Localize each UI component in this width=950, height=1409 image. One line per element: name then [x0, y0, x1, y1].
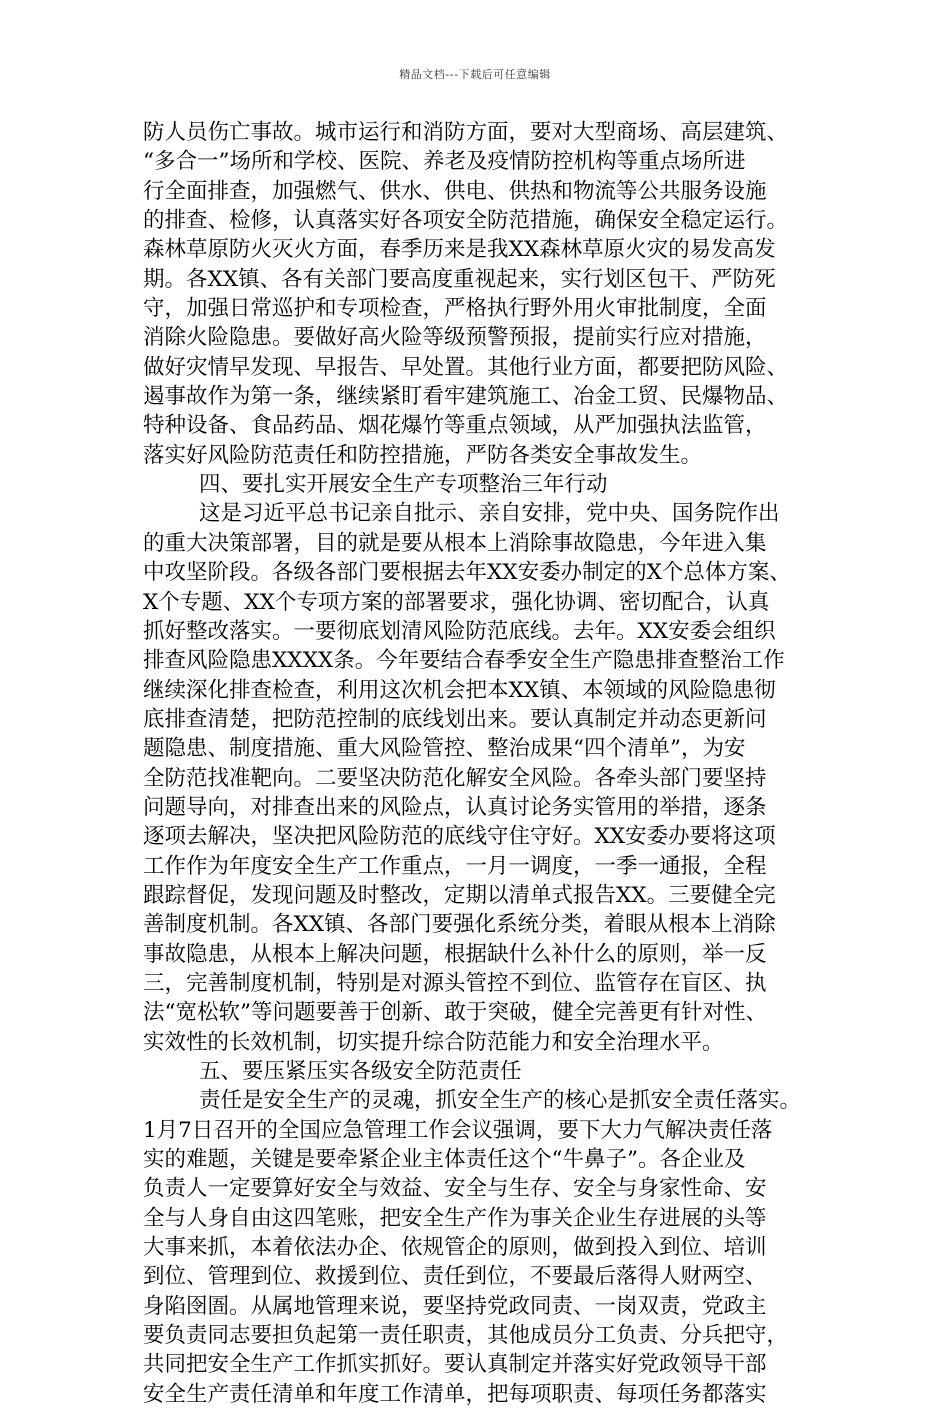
text-line: 的重大决策部署，目的就是要从根本上消除事故隐患，今年进入集	[143, 530, 767, 556]
text-line: 要负责同志要担负起第一责任职责，其他成员分工负责、分兵把守，	[143, 1323, 789, 1349]
text-line: 防人员伤亡事故。城市运行和消防方面，要对大型商场、高层建筑、	[143, 120, 789, 145]
text-line: 底排查清楚，把防范控制的底线划出来。要认真制定并动态更新问	[143, 706, 767, 732]
text-line: 排查风险隐患XXXX条。今年要结合春季安全生产隐患排查整治工作	[143, 648, 785, 674]
text-line: 守，加强日常巡护和专项检查，严格执行野外用火审批制度，全面	[143, 296, 767, 322]
text-line: X个专题、XX个专项方案的部署要求，强化协调、密切配合，认真	[143, 589, 770, 615]
text-line: 全与人身自由这四笔账，把安全生产作为事关企业生存进展的头等	[143, 1205, 767, 1231]
text-line: 共同把安全生产工作抓实抓好。要认真制定并落实好党政领导干部	[143, 1352, 767, 1378]
text-line: 1月7日召开的全国应急管理工作会议强调，要下大力气解决责任落	[143, 1117, 773, 1143]
text-line: 问题导向，对排查出来的风险点，认真讨论务实管用的举措，逐条	[143, 794, 767, 820]
section-heading: 四、要扎实开展安全生产专项整治三年行动	[199, 472, 608, 498]
text-line: 遏事故作为第一条，继续紧盯看牢建筑施工、冶金工贸、民爆物品、	[143, 384, 789, 410]
text-line: 中攻坚阶段。各级各部门要根据去年XX安委办制定的X个总体方案、	[143, 560, 791, 586]
section-heading: 五、要压紧压实各级安全防范责任	[199, 1059, 522, 1084]
text-line: 这是习近平总书记亲自批示、亲自安排，党中央、国务院作出	[199, 501, 780, 527]
text-line: “多合一”场所和学校、医院、养老及疫情防控机构等重点场所进	[143, 149, 746, 175]
text-line: 森林草原防火灭火方面，春季历来是我XX森林草原火灾的易发高发	[143, 237, 776, 263]
page-header: 精品文档---下载后可任意编辑	[399, 68, 551, 81]
text-line: 继续深化排查检查，利用这次机会把本XX镇、本领域的风险隐患彻	[143, 677, 776, 703]
text-line: 责任是安全生产的灵魂，抓安全生产的核心是抓安全责任落实。	[199, 1088, 802, 1114]
text-line: 三，完善制度机制，特别是对源头管控不到位、监管存在盲区、执	[143, 970, 767, 996]
text-line: 善制度机制。各XX镇、各部门要强化系统分类，着眼从根本上消除	[143, 912, 776, 938]
document-body	[143, 118, 827, 1409]
text-line: 消除火险隐患。要做好高火险等级预警预报，提前实行应对措施，	[143, 325, 767, 351]
text-line: 期。各XX镇、各有关部门要高度重视起来，实行划区包干、严防死	[143, 266, 776, 292]
text-line: 逐项去解决，坚决把风险防范的底线守住守好。XX安委办要将这项	[143, 824, 776, 850]
text-line: 到位、管理到位、救援到位、责任到位，不要最后落得人财两空、	[143, 1264, 767, 1290]
text-line: 落实好风险防范责任和防控措施，严防各类安全事故发生。	[143, 442, 703, 468]
text-line: 抓好整改落实。一要彻底划清风险防范底线。去年。XX安委会组织	[143, 618, 776, 644]
text-line: 的排查、检修，认真落实好各项安全防范措施，确保安全稳定运行。	[143, 208, 789, 234]
text-line: 事故隐患，从根本上解决问题，根据缺什么补什么的原则，举一反	[143, 941, 767, 967]
text-line: 跟踪督促，发现问题及时整改，定期以清单式报告XX。三要健全完	[143, 882, 776, 908]
text-line: 实效性的长效机制，切实提升综合防范能力和安全治理水平。	[143, 1029, 724, 1055]
text-line: 工作作为年度安全生产工作重点，一月一调度，一季一通报，全程	[143, 853, 767, 879]
text-line: 行全面排查，加强燃气、供水、供电、供热和物流等公共服务设施	[143, 178, 767, 204]
text-line: 身陷囹圄。从属地管理来说，要坚持党政同责、一岗双责，党政主	[143, 1293, 767, 1319]
text-line: 安全生产责任清单和年度工作清单，把每项职责、每项任务都落实	[143, 1381, 767, 1407]
text-line: 特种设备、食品药品、烟花爆竹等重点领域，从严加强执法监管，	[143, 413, 767, 439]
text-line: 全防范找准靶向。二要坚决防范化解安全风险。各牵头部门要坚持	[143, 765, 767, 791]
text-line: 大事来抓，本着依法办企、依规管企的原则，做到投入到位、培训	[143, 1235, 767, 1261]
text-line: 题隐患、制度措施、重大风险管控、整治成果“四个清单”，为安	[143, 736, 746, 762]
text-line: 实的难题，关键是要牵紧企业主体责任这个“牛鼻子”。各企业及	[143, 1147, 746, 1173]
text-line: 做好灾情早发现、早报告、早处置。其他行业方面，都要把防风险、	[143, 354, 789, 380]
text-line: 法“宽松软”等问题要善于创新、敢于突破，健全完善更有针对性、	[143, 1000, 767, 1026]
text-line: 负责人一定要算好安全与效益、安全与生存、安全与身家性命、安	[143, 1176, 767, 1202]
